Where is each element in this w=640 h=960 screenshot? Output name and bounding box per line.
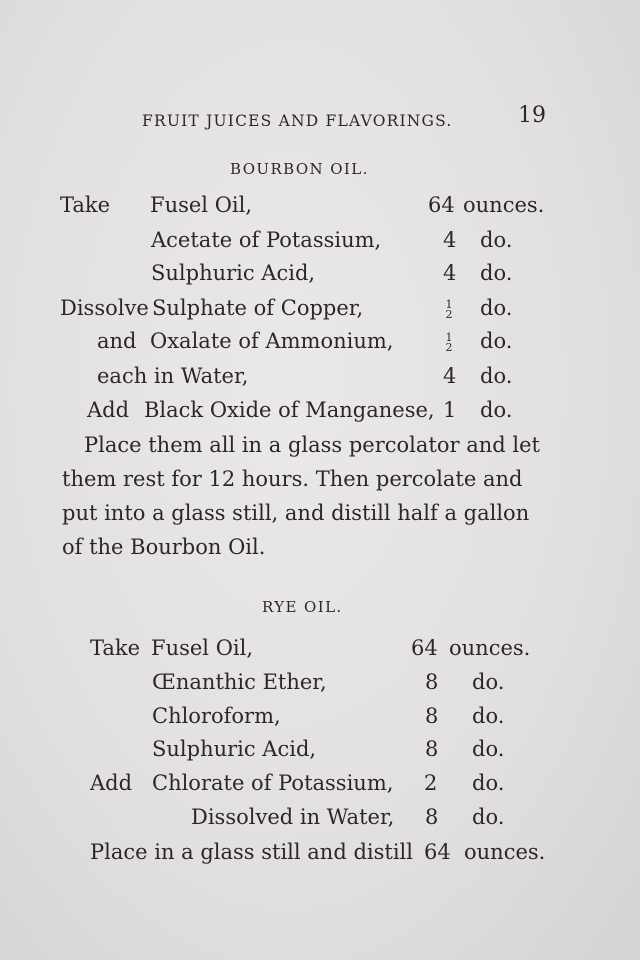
recipe-row xyxy=(0,768,640,798)
unit: ounces. xyxy=(449,636,531,660)
unit: do. xyxy=(480,296,513,320)
paragraph-line: of the Bourbon Oil. xyxy=(62,535,266,559)
quantity: 8 xyxy=(425,704,439,728)
section-title-bourbon: BOURBON OIL. xyxy=(230,160,369,178)
quantity: 8 xyxy=(425,670,439,694)
recipe-row xyxy=(0,734,640,764)
quantity: 8 xyxy=(425,737,439,761)
recipe-row xyxy=(0,667,640,697)
recipe-row xyxy=(0,258,640,288)
instruction-text: Place in a glass still and distill xyxy=(90,840,413,864)
quantity: 4 xyxy=(443,261,457,285)
ingredient: Chloroform, xyxy=(152,704,281,728)
unit: do. xyxy=(472,737,505,761)
ingredient: Dissolved in Water, xyxy=(191,805,395,829)
recipe-row xyxy=(0,701,640,731)
verb: Add xyxy=(87,398,130,422)
verb: Add xyxy=(90,771,133,795)
unit: do. xyxy=(472,670,505,694)
recipe-row xyxy=(0,395,640,425)
unit: do. xyxy=(480,329,513,353)
unit: do. xyxy=(472,704,505,728)
ingredient: Fusel Oil, xyxy=(151,636,254,660)
recipe-row xyxy=(0,633,640,663)
quantity: 64 xyxy=(411,636,438,660)
verb: and xyxy=(97,329,137,353)
quantity-fraction xyxy=(443,326,455,356)
ingredient: Fusel Oil, xyxy=(150,193,253,217)
recipe-row xyxy=(0,190,640,220)
ingredient: Sulphuric Acid, xyxy=(152,737,317,761)
quantity: 4 xyxy=(443,228,457,252)
quantity: 64 xyxy=(424,840,451,864)
running-header: FRUIT JUICES AND FLAVORINGS. xyxy=(142,112,453,130)
quantity: 2 xyxy=(424,771,438,795)
unit: ounces. xyxy=(464,840,546,864)
unit: do. xyxy=(480,228,513,252)
unit: do. xyxy=(472,771,505,795)
page-number: 19 xyxy=(518,103,546,128)
unit: do. xyxy=(480,261,513,285)
fraction-numerator: 1 xyxy=(445,330,453,344)
recipe-row xyxy=(0,837,640,867)
fraction-numerator: 1 xyxy=(445,297,453,311)
quantity: 8 xyxy=(425,805,439,829)
fraction-denominator: 2 xyxy=(445,307,453,321)
ingredient: Black Oxide of Manganese, xyxy=(144,398,435,422)
unit: do. xyxy=(472,805,505,829)
recipe-row xyxy=(0,225,640,255)
verb: Take xyxy=(90,636,141,660)
ingredient: Sulphuric Acid, xyxy=(151,261,316,285)
unit: do. xyxy=(480,398,513,422)
ingredient: Œnanthic Ether, xyxy=(152,670,327,694)
ingredient: Acetate of Potassium, xyxy=(151,228,382,252)
quantity: 4 xyxy=(443,364,457,388)
quantity: 64 xyxy=(428,193,455,217)
recipe-row xyxy=(0,802,640,832)
recipe-row xyxy=(0,293,640,323)
quantity-fraction xyxy=(443,293,455,323)
recipe-row xyxy=(0,326,640,356)
instructions-paragraph xyxy=(62,428,546,564)
fraction-denominator: 2 xyxy=(445,340,453,354)
section-title-rye: RYE OIL. xyxy=(262,598,343,616)
paragraph-line: them rest for 12 hours. Then percolate and xyxy=(62,467,523,491)
ingredient: Sulphate of Copper, xyxy=(152,296,364,320)
paragraph-line: put into a glass still, and distill half a gallon xyxy=(62,501,530,525)
verb: each in Water, xyxy=(97,364,249,388)
recipe-row xyxy=(0,361,640,391)
verb: Dissolve xyxy=(60,296,149,320)
verb: Take xyxy=(60,193,111,217)
paragraph-line: Place them all in a glass percolator and let xyxy=(84,433,540,457)
unit: do. xyxy=(480,364,513,388)
ingredient: Oxalate of Ammonium, xyxy=(150,329,394,353)
unit: ounces. xyxy=(463,193,545,217)
quantity: 1 xyxy=(443,398,457,422)
ingredient: Chlorate of Potassium, xyxy=(152,771,394,795)
